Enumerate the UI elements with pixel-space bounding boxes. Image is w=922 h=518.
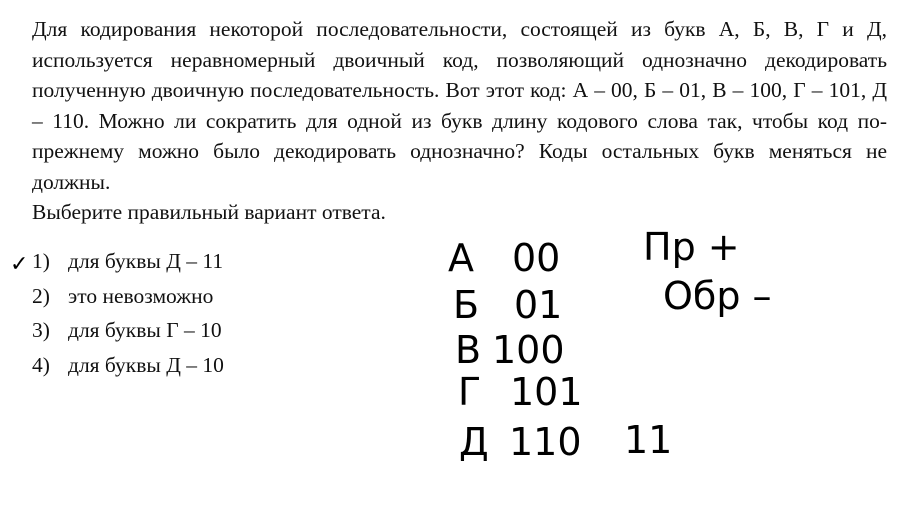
problem-instruction: Выберите правильный вариант ответа. bbox=[32, 200, 386, 224]
hw-letter-b: Б bbox=[453, 283, 480, 327]
hw-new-code-d: 11 bbox=[624, 418, 673, 462]
hw-letter-g: Г bbox=[458, 370, 482, 414]
option-number: 2) bbox=[32, 283, 50, 308]
checkmark-icon: ✓ bbox=[10, 252, 29, 277]
hw-note-reverse: Обр – bbox=[663, 274, 772, 318]
hw-code-a: 00 bbox=[512, 236, 561, 280]
option-number: 3) bbox=[32, 318, 50, 342]
hw-code-v: 100 bbox=[492, 328, 565, 372]
option-text: это невозможно bbox=[68, 283, 214, 308]
option-number: 4) bbox=[32, 352, 50, 377]
option-text: для буквы Д – 11 bbox=[68, 249, 224, 273]
hw-letter-d: Д bbox=[459, 420, 489, 464]
hw-code-g: 101 bbox=[510, 370, 583, 414]
hw-letter-a: А bbox=[448, 236, 474, 280]
problem-text: Для кодирования некоторой последовательности, состоящей из букв А, Б, В, Г и Д, используется неравномерный двоичный код, позволяющий однозначно декодировать полученную двоичную последовательность. Вот этот код: А – 00, Б – 01, В – 100, Г – 101, Д – 110. Можно ли сократить для одной из букв длину кодового слова так, чтобы код по-прежнему можно было декодировать однозначно? Коды остальных букв меняться не должны. bbox=[32, 17, 887, 194]
hw-letter-v: В bbox=[455, 328, 482, 372]
hw-code-d: 110 bbox=[509, 420, 582, 464]
option-text: для буквы Д – 10 bbox=[68, 352, 224, 377]
hw-note-forward: Пр + bbox=[643, 225, 740, 269]
hw-code-b: 01 bbox=[514, 283, 563, 327]
option-number: 1) bbox=[32, 249, 50, 273]
option-text: для буквы Г – 10 bbox=[68, 318, 222, 342]
